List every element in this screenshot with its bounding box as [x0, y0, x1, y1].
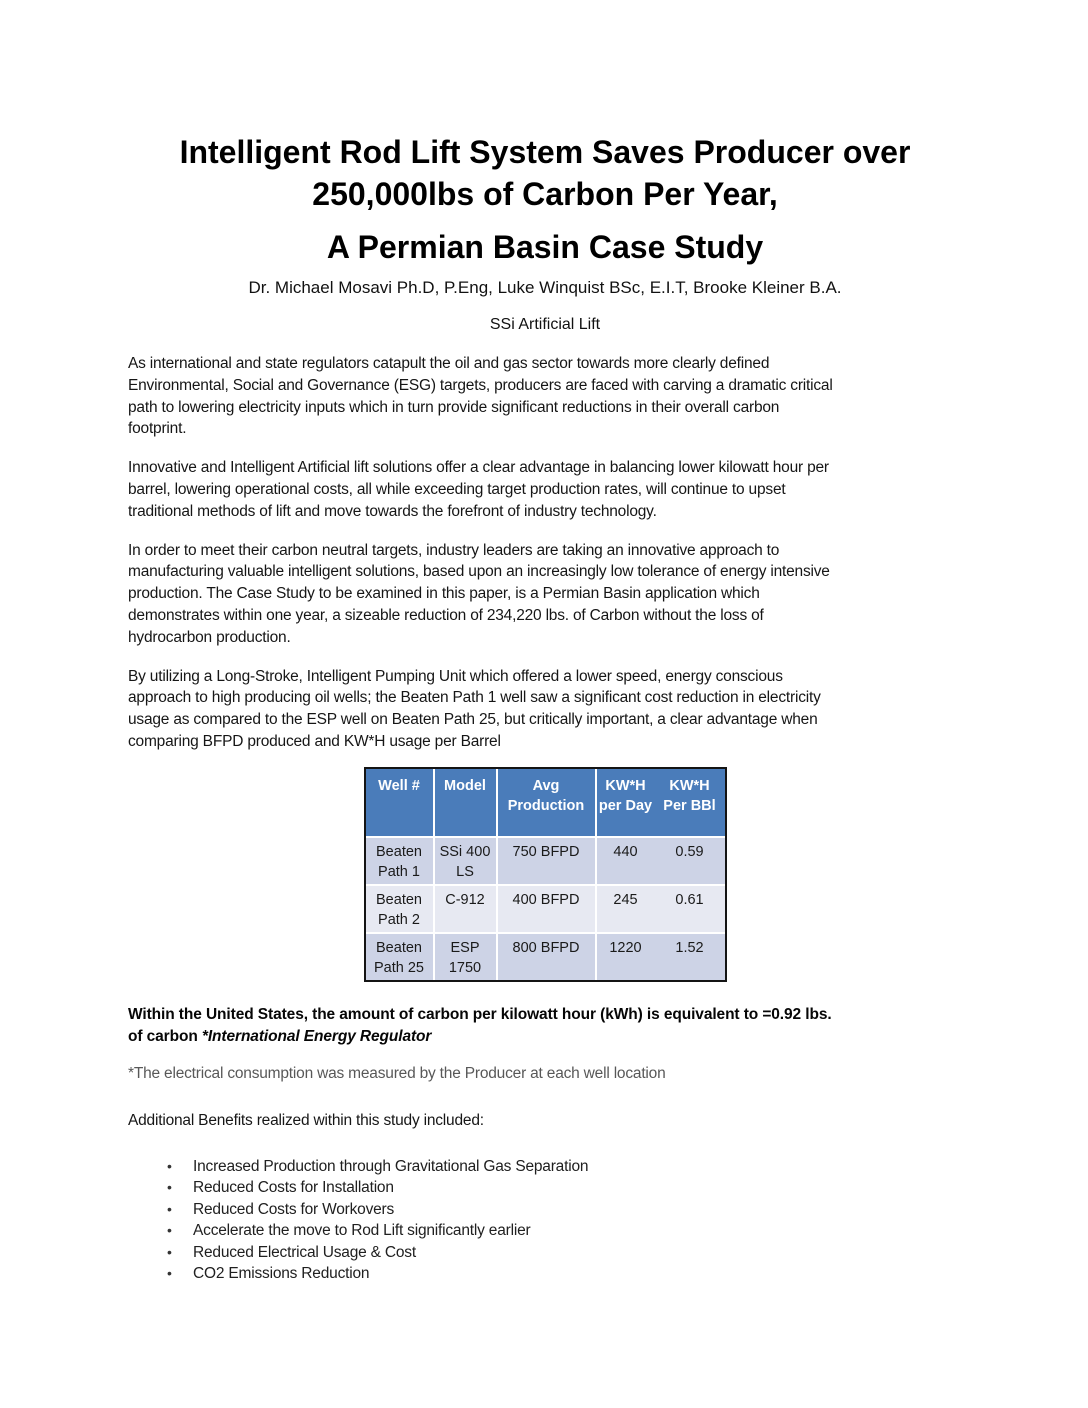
- table-row-beaten-path-1: [366, 838, 725, 886]
- cell-kwh-per-day: 440: [597, 838, 655, 886]
- carbon-note-line-1: Within the United States, the amount of carbon per kilowatt hour (kWh) is equivalent to =0.92 lbs.: [128, 1005, 832, 1023]
- carbon-note-prefix: of carbon: [128, 1027, 202, 1045]
- benefit-item-workover-costs: • Reduced Costs for Workovers: [165, 1199, 962, 1221]
- well-comparison-table: [364, 767, 727, 982]
- paragraph-carbon-neutral: [128, 540, 962, 649]
- title-line-1: Intelligent Rod Lift System Saves Producer over: [179, 134, 911, 170]
- paragraph-line: comparing BFPD produced and KW*H usage per Barrel: [128, 732, 501, 750]
- benefit-item-installation-costs: • Reduced Costs for Installation: [165, 1177, 962, 1199]
- electrical-measurement-footnote: *The electrical consumption was measured by the Producer at each well location: [128, 1065, 666, 1083]
- benefits-list: [128, 1156, 962, 1285]
- paragraph-long-stroke: [128, 666, 962, 753]
- paragraph-esg-targets: [128, 353, 962, 440]
- cell-avg-production: 800 BFPD: [498, 934, 597, 980]
- authors-line: Dr. Michael Mosavi Ph.D, P.Eng, Luke Winquist BSc, E.I.T, Brooke Kleiner B.A.: [248, 278, 842, 297]
- table-header-row: [366, 769, 725, 838]
- paragraph-line: In order to meet their carbon neutral targets, industry leaders are taking an innovative approach to: [128, 541, 780, 559]
- cell-well-number: Beaten Path 1: [366, 838, 435, 886]
- paragraph-line: hydrocarbon production.: [128, 628, 291, 646]
- column-header-well-number: Well #: [366, 769, 435, 838]
- paragraph-line: barrel, lowering operational costs, all while exceeding target production rates, will continue to upset: [128, 480, 786, 498]
- cell-kwh-per-day: 245: [597, 886, 655, 934]
- cell-model: C-912: [435, 886, 498, 934]
- paragraph-line: path to lowering electricity inputs which in turn provide significant reductions in their overall carbon: [128, 398, 780, 416]
- title-line-2: 250,000lbs of Carbon Per Year,: [312, 176, 778, 212]
- cell-well-number: Beaten Path 2: [366, 886, 435, 934]
- carbon-note-line-2: [128, 1026, 962, 1048]
- cell-kwh-per-day: 1220: [597, 934, 655, 980]
- affiliation-line: SSi Artificial Lift: [489, 316, 601, 333]
- paragraph-artificial-lift: [128, 457, 962, 522]
- carbon-equivalence-note: [128, 1004, 962, 1048]
- benefit-item-rod-lift-move: • Accelerate the move to Rod Lift significantly earlier: [165, 1220, 962, 1242]
- cell-kwh-per-bbl: 0.61: [655, 886, 725, 934]
- cell-avg-production: 400 BFPD: [498, 886, 597, 934]
- document-subtitle: A Permian Basin Case Study: [326, 229, 764, 265]
- paragraph-line: Environmental, Social and Governance (ESG) targets, producers are faced with carving a dramatic critical: [128, 376, 833, 394]
- column-header-kwh-per-day: KW*H per Day: [597, 769, 655, 838]
- paragraph-line: As international and state regulators catapult the oil and gas sector towards more clearly defined: [128, 355, 770, 372]
- benefit-item-increased-production: • Increased Production through Gravitational Gas Separation: [165, 1156, 962, 1178]
- benefit-item-co2-emissions: • CO2 Emissions Reduction: [165, 1263, 962, 1285]
- cell-kwh-per-bbl: 0.59: [655, 838, 725, 886]
- document-title: [128, 131, 962, 215]
- paragraph-line: approach to high producing oil wells; the Beaten Path 1 well saw a significant cost reduction in electricity: [128, 689, 821, 707]
- cell-kwh-per-bbl: 1.52: [655, 934, 725, 980]
- table-row-beaten-path-2: [366, 886, 725, 934]
- paragraph-line: traditional methods of lift and move towards the forefront of industry technology.: [128, 502, 657, 520]
- paragraph-line: usage as compared to the ESP well on Beaten Path 25, but critically important, a clear advantage when: [128, 711, 818, 729]
- cell-well-number: Beaten Path 25: [366, 934, 435, 980]
- column-header-model: Model: [435, 769, 498, 838]
- paragraph-line: footprint.: [128, 420, 187, 438]
- table-row-beaten-path-25: [366, 934, 725, 980]
- benefits-intro: Additional Benefits realized within this study included:: [128, 1112, 484, 1130]
- cell-avg-production: 750 BFPD: [498, 838, 597, 886]
- column-header-avg-production: Avg Production: [498, 769, 597, 838]
- cell-model: ESP 1750: [435, 934, 498, 980]
- paragraph-line: By utilizing a Long-Stroke, Intelligent Pumping Unit which offered a lower speed, energy conscious: [128, 667, 783, 685]
- benefit-item-electrical-usage: • Reduced Electrical Usage & Cost: [165, 1242, 962, 1264]
- paragraph-line: manufacturing valuable intelligent solutions, based upon an increasingly low tolerance of energy intensive: [128, 563, 830, 581]
- column-header-kwh-per-bbl: KW*H Per BBl: [655, 769, 725, 838]
- paragraph-line: production. The Case Study to be examined in this paper, is a Permian Basin application which: [128, 585, 760, 603]
- carbon-note-source: *International Energy Regulator: [201, 1027, 432, 1045]
- cell-model: SSi 400 LS: [435, 838, 498, 886]
- paragraph-line: demonstrates within one year, a sizeable reduction of 234,220 lbs. of Carbon without the loss of: [128, 606, 764, 624]
- paragraph-line: Innovative and Intelligent Artificial lift solutions offer a clear advantage in balancing lower kilowatt hour per: [128, 459, 829, 477]
